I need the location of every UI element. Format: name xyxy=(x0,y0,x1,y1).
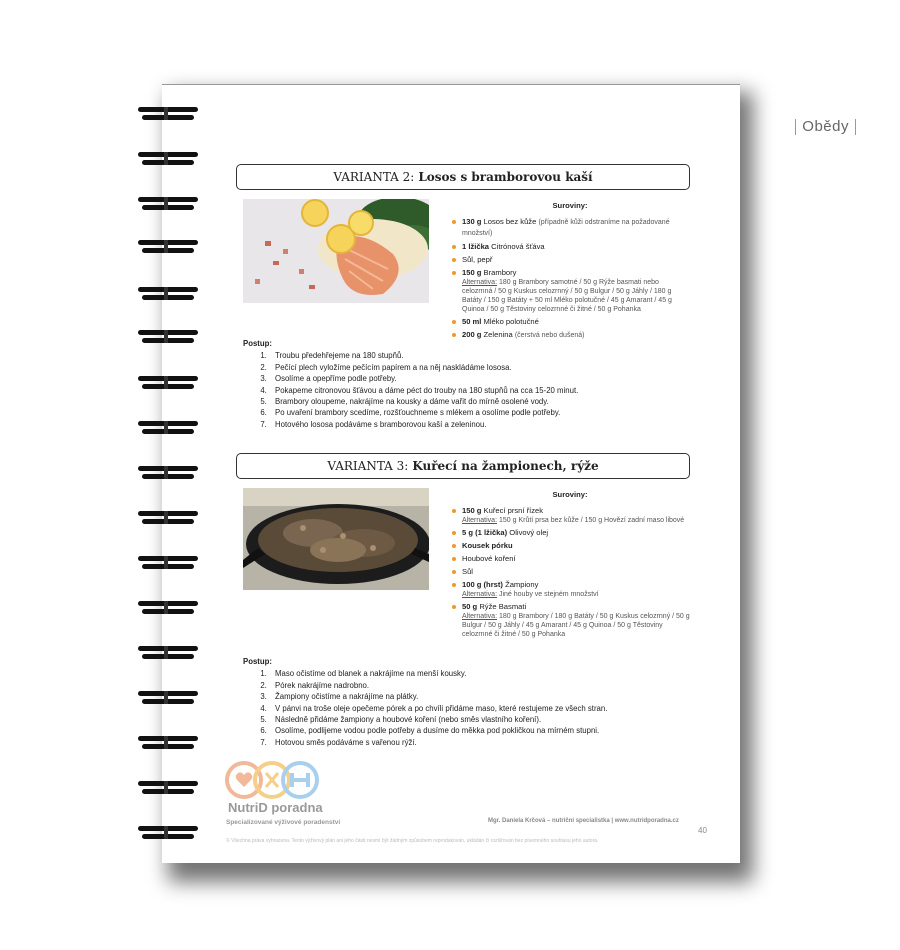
binding-ring xyxy=(138,197,198,211)
ingredient-alternative xyxy=(462,516,690,525)
ingredient-alternative xyxy=(462,612,690,639)
alternative-label: Alternativa: xyxy=(462,591,498,598)
step-item: 1. Troubu předehřejeme na 180 stupňů. xyxy=(269,350,578,361)
divider xyxy=(795,119,796,135)
binding-ring xyxy=(138,376,198,390)
binding-ring xyxy=(138,736,198,750)
step-item: 5. Brambory oloupeme, nakrájíme na kousky a dáme vařit do mírně osolené vody. xyxy=(269,396,578,407)
ingredient-item xyxy=(450,268,690,314)
binding-ring xyxy=(138,781,198,795)
binding-ring xyxy=(138,107,198,121)
ingredient-name: Zelenina xyxy=(483,330,513,339)
author-line: Mgr. Daniela Krčová – nutriční specialistka | www.nutridporadna.cz xyxy=(488,818,679,824)
page-number: 40 xyxy=(698,826,707,835)
ingredient-name: Citrónová šťáva xyxy=(491,242,545,251)
alternative-text: 180 g Brambory / 180 g Batáty / 50 g Kuskus celozrnný / 50 g Bulgur / 50 g Jáhly / 45 g Amarant / 45 g Quinoa / 50 g Těstoviny celozrnné či žitné / 50 g Pohanka xyxy=(462,613,690,638)
steps-section xyxy=(243,338,578,430)
step-item: 3. Osolíme a opepříme podle potřeby. xyxy=(269,373,578,384)
alternative-label: Alternativa: xyxy=(462,279,498,286)
binding-ring xyxy=(138,556,198,570)
ingredient-name: Losos bez kůže xyxy=(483,217,537,226)
ingredient-name: Žampiony xyxy=(505,580,539,589)
ingredient-item xyxy=(450,554,690,564)
ingredient-qty: 50 g xyxy=(462,602,478,611)
step-item: 4. Pokapeme citronovou šťávou a dáme péct do trouby na 180 stupňů na cca 15-20 minut. xyxy=(269,385,578,396)
ingredient-name: Mléko polotučné xyxy=(483,317,539,326)
ingredient-qty: Kousek pórku xyxy=(462,541,513,550)
binding-ring xyxy=(138,691,198,705)
section-title xyxy=(789,118,862,135)
logo-name: NutriD poradna xyxy=(228,800,323,815)
ingredient-item xyxy=(450,255,690,265)
ingredients-header: Suroviny: xyxy=(552,201,588,210)
alternative-text: 180 g Brambory samotné / 50 g Rýže basmati nebo celozrnná / 50 g Kuskus celozrnný / 50 g Bulgur / 50 g Jáhly / 180 g Batáty / 150 g Batáty + 50 ml Mléko polotučné / 45 g Amarant / 45 g Quinoa / 50 g Těstoviny celozrnné či žitné / 50 g Pohanka xyxy=(462,279,672,313)
step-item: 4. V pánvi na troše oleje opečeme pórek a po chvíli přidáme maso, které restujeme ze všech stran. xyxy=(269,703,607,714)
ingredient-name: Kuřecí prsní řízek xyxy=(483,506,544,515)
ingredient-item xyxy=(450,602,690,639)
step-item: 7. Hotového lososa podáváme s bramborovou kaší a zeleninou. xyxy=(269,419,578,430)
binding-ring xyxy=(138,330,198,344)
ingredient-name: Sůl xyxy=(462,567,473,576)
section-title-text: Obědy xyxy=(802,118,849,135)
step-item: 6. Po uvaření brambory scedíme, rozšťouchneme s mlékem a osolíme podle potřeby. xyxy=(269,407,578,418)
binding-ring xyxy=(138,601,198,615)
ingredient-qty: 200 g xyxy=(462,330,482,339)
steps-header: Postup: xyxy=(243,657,273,666)
binding-ring xyxy=(138,511,198,525)
binding-ring xyxy=(138,421,198,435)
ingredient-item xyxy=(450,242,690,252)
ingredient-qty: 50 ml xyxy=(462,317,482,326)
step-item: 2. Pórek nakrájíme nadrobno. xyxy=(269,680,607,691)
step-item: 7. Hotovou směs podáváme s vařenou rýží. xyxy=(269,737,607,748)
ingredient-item xyxy=(450,580,690,599)
binding-ring xyxy=(138,646,198,660)
ingredients-list xyxy=(450,201,690,344)
nutrid-logo xyxy=(224,760,320,800)
salmon-photo xyxy=(243,199,429,303)
binding-ring xyxy=(138,466,198,480)
binding-ring xyxy=(138,287,198,301)
step-item: 6. Osolíme, podlijeme vodou podle potřeby a dusíme do měkka pod pokličkou na mírném stupni. xyxy=(269,725,607,736)
recipe-title-box xyxy=(236,453,690,479)
ingredient-qty: 1 lžička xyxy=(462,242,490,251)
step-item: 1. Maso očistíme od blanek a nakrájíme na menší kousky. xyxy=(269,668,607,679)
ingredient-qty: 130 g xyxy=(462,217,482,226)
step-item: 5. Následně přidáme žampiony a houbové koření (nebo směs vlastního koření). xyxy=(269,714,607,725)
steps-section xyxy=(243,656,607,748)
binding-ring xyxy=(138,152,198,166)
ingredient-name: Sůl, pepř xyxy=(462,255,493,264)
alternative-label: Alternativa: xyxy=(462,517,498,524)
ingredient-qty: 100 g (hrst) xyxy=(462,580,503,589)
chicken-mushroom-photo xyxy=(243,488,429,590)
binding-ring xyxy=(138,826,198,840)
binding-ring xyxy=(138,240,198,254)
step-item: 3. Žampiony očistíme a nakrájíme na plátky. xyxy=(269,691,607,702)
ingredient-alternative xyxy=(462,278,690,314)
variant-label: VARIANTA 3: xyxy=(327,459,409,473)
ingredient-qty: 5 g (1 lžička) xyxy=(462,528,508,537)
ingredient-item xyxy=(450,506,690,525)
recipe-title: Losos s bramborovou kaší xyxy=(418,170,593,184)
ingredient-qty: 150 g xyxy=(462,506,482,515)
ingredients-list xyxy=(450,490,690,642)
ingredient-item xyxy=(450,541,690,551)
divider xyxy=(855,119,856,135)
step-item: 2. Pečící plech vyložíme pečícím papírem a na něj naskládáme lososa. xyxy=(269,362,578,373)
ingredient-name: Houbové koření xyxy=(462,554,516,563)
ingredient-note: (případně kůži odstraníme na požadované množství) xyxy=(462,219,670,237)
logo-tagline: Specializované výživové poradenství xyxy=(226,819,341,826)
ingredient-name: Brambory xyxy=(483,268,517,277)
ingredient-item xyxy=(450,567,690,577)
ingredients-header: Suroviny: xyxy=(552,490,588,499)
ingredient-name: Olivový olej xyxy=(509,528,549,537)
ingredient-note: (čerstvá nebo dušená) xyxy=(514,332,585,339)
alternative-label: Alternativa: xyxy=(462,613,498,620)
alternative-text: Jiné houby ve stejném množství xyxy=(498,591,599,598)
ingredient-item xyxy=(450,217,690,239)
recipe-title: Kuřecí na žampionech, rýže xyxy=(412,459,599,473)
ingredient-item xyxy=(450,317,690,327)
ingredient-name: Rýže Basmati xyxy=(479,602,527,611)
copyright-notice: © Všechna práva vyhrazena. Tento výživový plán ani jeho části nesmí být žádným způsobem reprodukován, ukládán či rozšiřován bez písemného souhlasu jeho autora. xyxy=(226,838,599,844)
steps-header: Postup: xyxy=(243,339,273,348)
ingredient-alternative xyxy=(462,590,690,599)
variant-label: VARIANTA 2: xyxy=(333,170,415,184)
recipe-title-box xyxy=(236,164,690,190)
ingredient-item xyxy=(450,528,690,538)
alternative-text: 150 g Krůtí prsa bez kůže / 150 g Hovězí zadní maso libové xyxy=(498,517,685,524)
ingredient-qty: 150 g xyxy=(462,268,482,277)
